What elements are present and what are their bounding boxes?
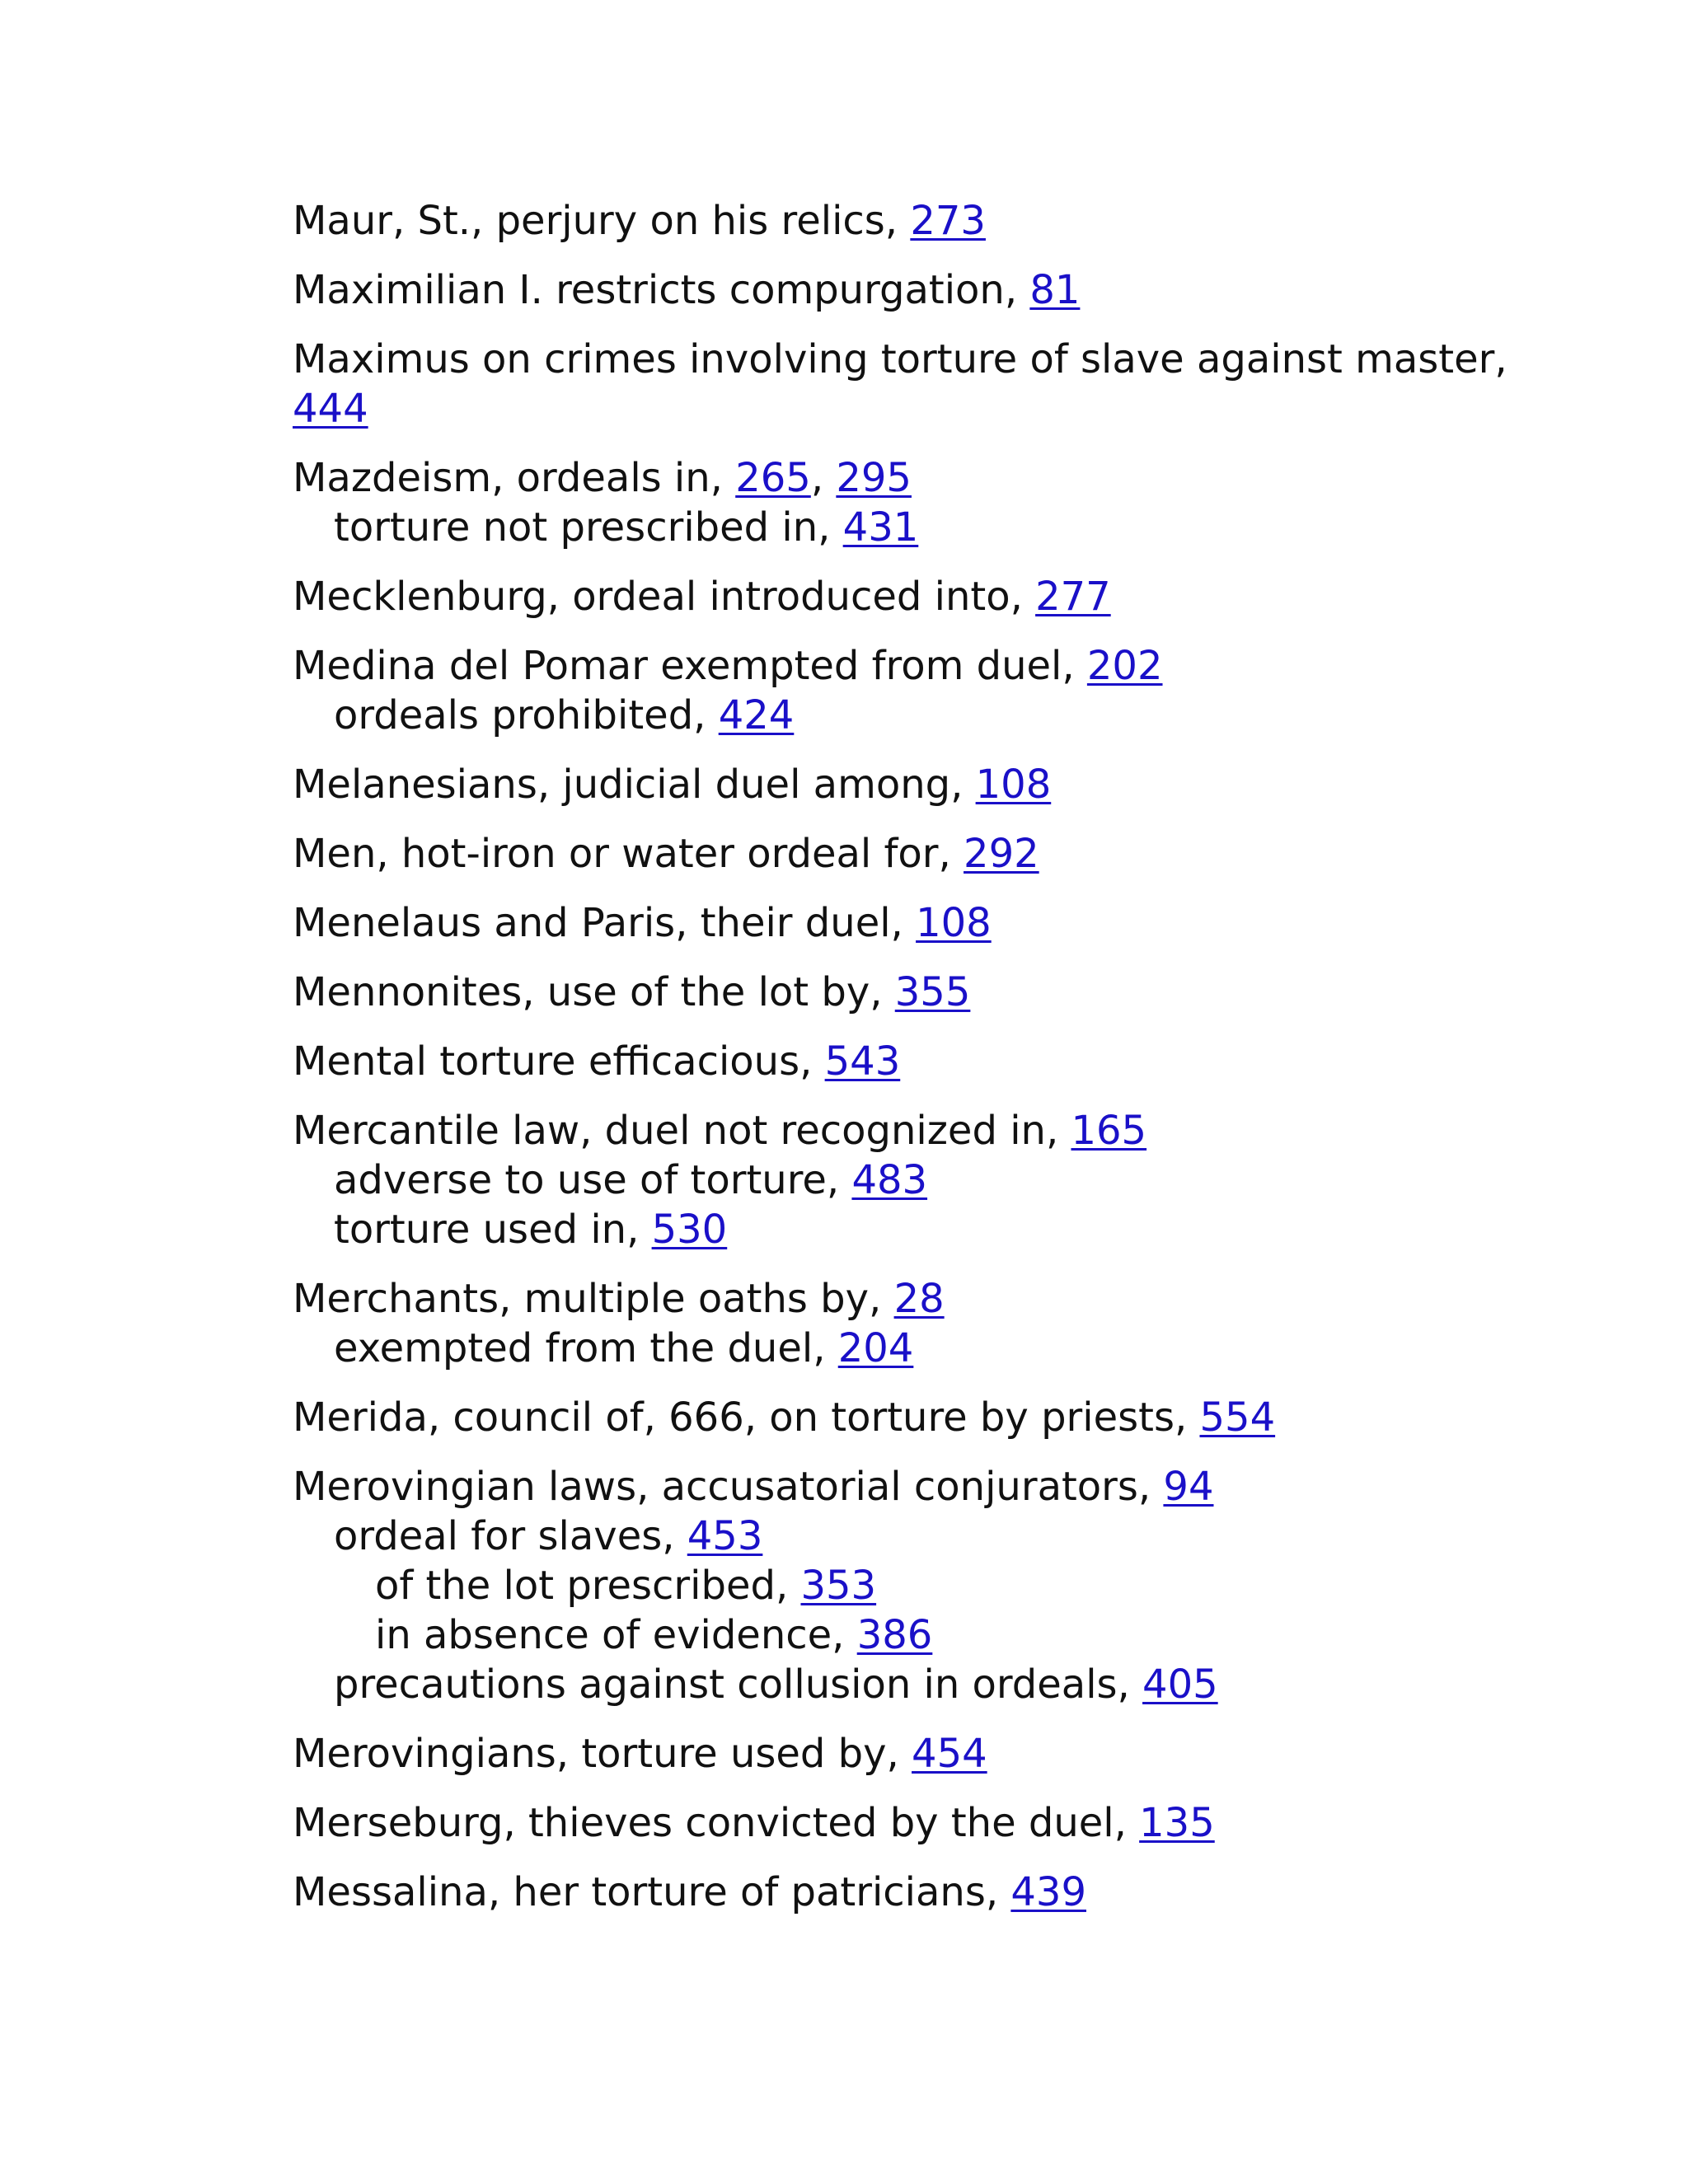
page-reference-link[interactable]: 353: [800, 1563, 877, 1609]
index-entry: [293, 760, 1578, 809]
index-subentry-line: [293, 503, 1578, 552]
index-entry: [293, 829, 1578, 879]
page-reference-link[interactable]: 554: [1199, 1394, 1276, 1441]
index-entry-text: Menelaus and Paris, their duel,: [293, 900, 917, 946]
index-entry-text: Mecklenburg, ordeal introduced into,: [293, 574, 1036, 620]
page-reference-link[interactable]: 265: [735, 455, 811, 501]
index-entry: [293, 1393, 1578, 1442]
index-entry: [293, 1037, 1578, 1086]
index-entry-text: Merovingians, torture used by,: [293, 1731, 912, 1777]
page-reference-link[interactable]: 355: [894, 969, 971, 1015]
page-reference-link[interactable]: 108: [975, 762, 1052, 808]
index-entry-text: Maximilian I. restricts compurgation,: [293, 267, 1030, 313]
index-subentry-line: [293, 1324, 1578, 1373]
index-subentry-line: [293, 1561, 1578, 1610]
page-reference-link[interactable]: 444: [293, 386, 368, 432]
index-entry-text: Mennonites, use of the lot by,: [293, 969, 895, 1015]
index-subentry-line: [293, 1511, 1578, 1561]
page-reference-link[interactable]: 483: [851, 1157, 928, 1203]
page-reference-link[interactable]: 273: [910, 198, 986, 244]
index-entry-text: ordeal for slaves,: [334, 1513, 687, 1559]
page-reference-link[interactable]: 453: [687, 1513, 763, 1559]
index-subentry-line: [293, 691, 1578, 740]
page-reference-link[interactable]: 108: [916, 900, 992, 946]
index-entry-text: of the lot prescribed,: [375, 1563, 801, 1609]
index-entry-text: precautions against collusion in ordeals,: [334, 1661, 1143, 1708]
index-heading-line: [293, 1798, 1578, 1848]
page-reference-link[interactable]: 424: [718, 692, 795, 738]
index-heading-line: [293, 1393, 1578, 1442]
index-entry: [293, 1106, 1578, 1254]
index-entry-text: ordeals prohibited,: [334, 692, 719, 738]
index-page: [293, 196, 1578, 1937]
index-entry-text: Medina del Pomar exempted from duel,: [293, 643, 1087, 689]
page-reference-link[interactable]: 81: [1029, 267, 1081, 313]
index-entry-text: Maximus on crimes involving torture of slave against master,: [293, 336, 1507, 382]
page-reference-link[interactable]: 431: [842, 504, 919, 551]
index-entry: [293, 196, 1578, 246]
index-heading-line: [293, 1037, 1578, 1086]
index-entry: [293, 335, 1578, 434]
index-heading-line: [293, 335, 1578, 434]
index-heading-line: [293, 1274, 1578, 1324]
page-reference-link[interactable]: 204: [837, 1325, 914, 1371]
page-reference-link[interactable]: 135: [1139, 1800, 1215, 1846]
page-reference-link[interactable]: 530: [651, 1207, 728, 1253]
page-reference-link[interactable]: 202: [1086, 643, 1163, 689]
page-reference-link[interactable]: 277: [1035, 574, 1111, 620]
page-reference-link[interactable]: 454: [912, 1731, 987, 1777]
index-entry: [293, 898, 1578, 948]
reference-separator: ,: [810, 455, 837, 501]
index-entry-text: in absence of evidence,: [375, 1612, 857, 1658]
index-entry: [293, 1868, 1578, 1917]
index-entry: [293, 1462, 1578, 1709]
index-entry-text: Messalina, her torture of patricians,: [293, 1869, 1011, 1915]
index-heading-line: [293, 1106, 1578, 1155]
index-entry-text: torture used in,: [334, 1207, 652, 1253]
index-entry: [293, 265, 1578, 315]
index-entry: [293, 1798, 1578, 1848]
index-entry-text: Maur, St., perjury on his relics,: [293, 198, 911, 244]
index-heading-line: [293, 1729, 1578, 1779]
index-entry: [293, 572, 1578, 621]
index-entry-text: Mercantile law, duel not recognized in,: [293, 1108, 1071, 1154]
index-heading-line: [293, 1868, 1578, 1917]
index-heading-line: [293, 968, 1578, 1017]
index-entry-text: Merovingian laws, accusatorial conjurators,: [293, 1464, 1164, 1510]
page-reference-link[interactable]: 295: [836, 455, 912, 501]
index-entry-text: Melanesians, judicial duel among,: [293, 762, 976, 808]
page-reference-link[interactable]: 386: [856, 1612, 933, 1658]
index-entry-text: Merchants, multiple oaths by,: [293, 1276, 894, 1322]
index-entry: [293, 1274, 1578, 1373]
index-entry-text: adverse to use of torture,: [334, 1157, 852, 1203]
index-heading-line: [293, 572, 1578, 621]
index-heading-line: [293, 641, 1578, 691]
index-entry-text: Mazdeism, ordeals in,: [293, 455, 736, 501]
index-heading-line: [293, 1462, 1578, 1511]
index-subentry-line: [293, 1155, 1578, 1205]
index-entry: [293, 968, 1578, 1017]
index-heading-line: [293, 196, 1578, 246]
index-heading-line: [293, 829, 1578, 879]
index-heading-line: [293, 265, 1578, 315]
index-entry-text: Merseburg, thieves convicted by the duel,: [293, 1800, 1140, 1846]
index-entry-text: exempted from the duel,: [334, 1325, 838, 1371]
page-reference-link[interactable]: 28: [893, 1276, 945, 1322]
index-entry-text: Mental torture efficacious,: [293, 1038, 825, 1085]
index-entry: [293, 453, 1578, 552]
index-entry: [293, 641, 1578, 740]
page-reference-link[interactable]: 439: [1010, 1869, 1086, 1915]
index-heading-line: [293, 760, 1578, 809]
index-entry-text: Men, hot-iron or water ordeal for,: [293, 831, 964, 877]
index-heading-line: [293, 453, 1578, 503]
page-reference-link[interactable]: 405: [1142, 1661, 1218, 1708]
index-entry-text: torture not prescribed in,: [334, 504, 843, 551]
page-reference-link[interactable]: 292: [964, 831, 1039, 877]
page-reference-link[interactable]: 543: [824, 1038, 901, 1085]
index-subentry-line: [293, 1205, 1578, 1254]
index-entry: [293, 1729, 1578, 1779]
page-reference-link[interactable]: 94: [1163, 1464, 1214, 1510]
index-subentry-line: [293, 1660, 1578, 1709]
index-subentry-line: [293, 1610, 1578, 1660]
page-reference-link[interactable]: 165: [1071, 1108, 1147, 1154]
index-entry-text: Merida, council of, 666, on torture by priests,: [293, 1394, 1200, 1441]
index-heading-line: [293, 898, 1578, 948]
